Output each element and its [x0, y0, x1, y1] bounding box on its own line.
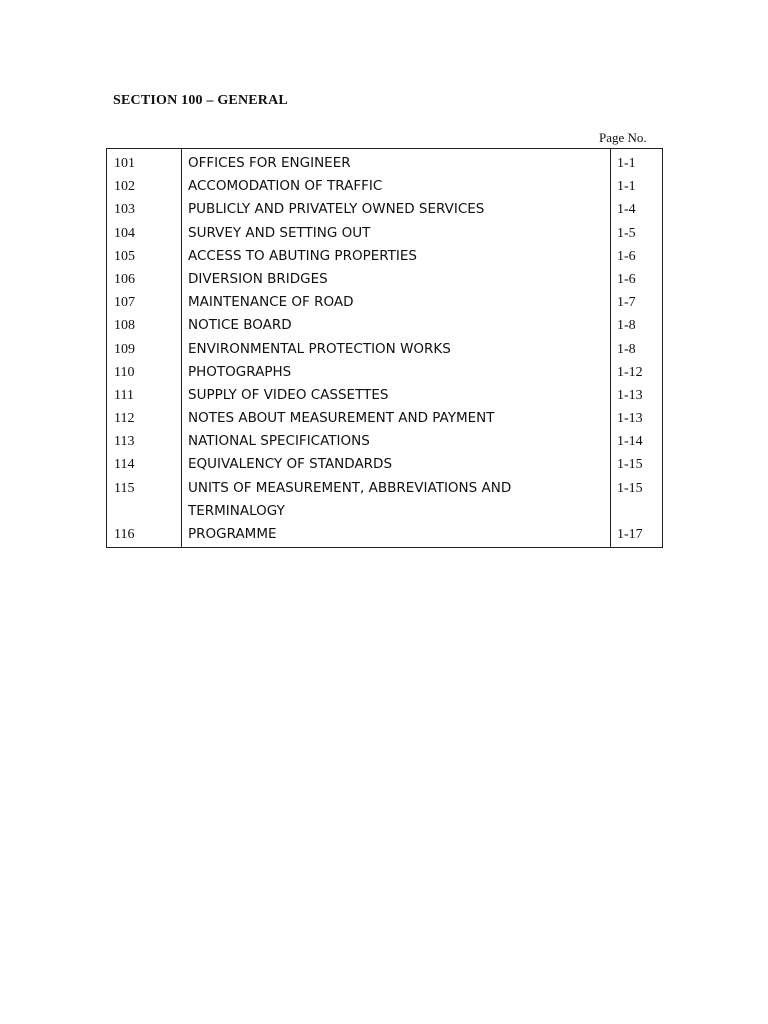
section-entry-title: ENVIRONMENTAL PROTECTION WORKS — [188, 340, 451, 357]
page-number-column — [611, 149, 662, 547]
section-entry-title: PUBLICLY AND PRIVATELY OWNED SERVICES — [188, 201, 485, 218]
section-number: 103 — [114, 202, 135, 218]
section-entry-title: SUPPLY OF VIDEO CASSETTES — [188, 386, 389, 403]
section-number: 110 — [114, 364, 135, 380]
section-entry-title: NOTICE BOARD — [188, 317, 292, 334]
section-number: 105 — [114, 248, 135, 264]
section-number: 115 — [114, 480, 135, 496]
section-number: 107 — [114, 295, 135, 311]
page-number: 1-5 — [617, 225, 636, 241]
section-entry-title: NOTES ABOUT MEASUREMENT AND PAYMENT — [188, 410, 495, 427]
page-number: 1-8 — [617, 341, 636, 357]
section-entry-title: DIVERSION BRIDGES — [188, 270, 328, 287]
page-number: 1-1 — [617, 156, 636, 171]
page-number: 1-17 — [617, 527, 643, 543]
section-entry-title: ACCOMODATION OF TRAFFIC — [188, 178, 383, 195]
section-number: 102 — [114, 179, 135, 195]
section-entry-title: PROGRAMME — [188, 526, 277, 543]
section-entry-title: OFFICES FOR ENGINEER — [188, 155, 351, 171]
section-entry-title: NATIONAL SPECIFICATIONS — [188, 433, 370, 450]
page-number: 1-6 — [617, 271, 636, 287]
section-number: 113 — [114, 434, 135, 450]
section-entry-title: PHOTOGRAPHS — [188, 363, 292, 380]
section-number: 112 — [114, 411, 135, 427]
toc-table — [106, 148, 663, 548]
section-number: 104 — [114, 225, 135, 241]
section-entry-title: SURVEY AND SETTING OUT — [188, 224, 371, 241]
section-entry-title: MAINTENANCE OF ROAD — [188, 294, 354, 311]
page-number: 1-15 — [617, 480, 643, 496]
page-number: 1-13 — [617, 387, 643, 403]
page-number: 1-6 — [617, 248, 636, 264]
page-number: 1-14 — [617, 434, 643, 450]
page-number: 1-8 — [617, 318, 636, 334]
section-entry-title: UNITS OF MEASUREMENT, ABBREVIATIONS AND TERMINALOGY — [188, 479, 512, 519]
section-number: 108 — [114, 318, 135, 334]
page-number: 1-1 — [617, 179, 636, 195]
page-number: 1-7 — [617, 295, 636, 311]
section-number-column — [107, 149, 182, 547]
section-number: 116 — [114, 527, 135, 543]
section-number: 109 — [114, 341, 135, 357]
page-number: 1-15 — [617, 457, 643, 473]
section-number: 101 — [114, 156, 135, 171]
page-number: 1-4 — [617, 202, 636, 218]
page-number: 1-12 — [617, 364, 643, 380]
section-number: 111 — [114, 387, 134, 403]
section-title: SECTION 100 – GENERAL — [113, 93, 288, 108]
page-no-header: Page No. — [599, 130, 647, 145]
section-number: 106 — [114, 271, 135, 287]
page-number: 1-13 — [617, 411, 643, 427]
section-entry-title: ACCESS TO ABUTING PROPERTIES — [188, 247, 417, 264]
section-entry-title: EQUIVALENCY OF STANDARDS — [188, 456, 393, 473]
section-number: 114 — [114, 457, 135, 473]
section-title-column — [182, 149, 611, 547]
